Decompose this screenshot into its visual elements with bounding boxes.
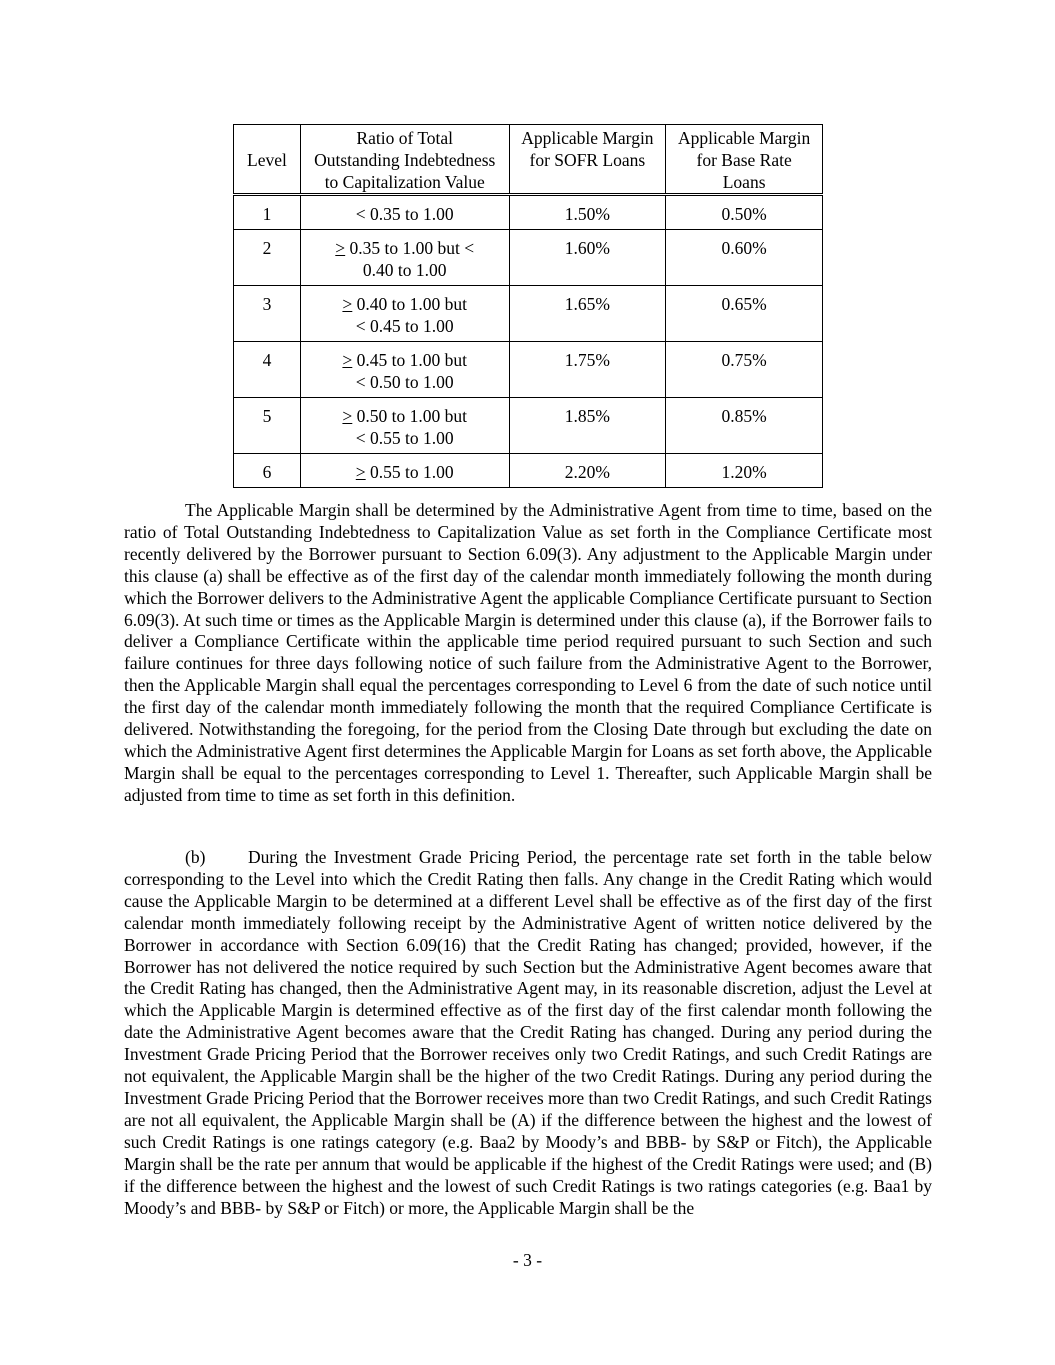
table-row	[234, 230, 823, 286]
cell-level: 5	[234, 398, 301, 454]
cell-base-margin: 0.60%	[666, 230, 823, 286]
header-ratio-line: Ratio of Total	[356, 128, 454, 148]
table-row	[234, 195, 823, 230]
ratio-symbol: >	[342, 406, 353, 426]
header-ratio	[300, 125, 509, 195]
header-base-rate-margin	[666, 125, 823, 195]
cell-base-margin: 0.65%	[666, 286, 823, 342]
cell-ratio	[300, 195, 509, 230]
applicable-margin-table	[233, 124, 823, 488]
ratio-text: < 0.55 to 1.00	[355, 428, 454, 448]
ratio-text: 0.50 to 1.00 but	[352, 406, 468, 426]
cell-ratio	[300, 286, 509, 342]
ratio-symbol: >	[355, 462, 366, 482]
cell-sofr-margin: 2.20%	[509, 454, 666, 488]
paragraph-a: The Applicable Margin shall be determined by the Administrative Agent from time to time, based on the ratio of Total Outstanding Indebtedness to Capitalization Value as set forth in the Compliance Certificate most recently delivered by the Borrower pursuant to Section 6.09(3). Any adjustment to the Applicable Margin under this clause (a) shall be effective as of the first day of the calendar month immediately following the month during which the Borrower delivers to the Administrative Agent the applicable Compliance Certificate pursuant to Section 6.09(3). At such time or times as the Applicable Margin is determined under this clause (a), if the Borrower fails to deliver a Compliance Certificate within the applicable time period required pursuant to such Section and such failure continues for three days following notice of such failure from the Administrative Agent to the Borrower, then the Applicable Margin shall equal the percentages corresponding to Level 6 from the date of such notice until the first day of the calendar month immediately following the month that the required Compliance Certificate is delivered. Notwithstanding the foregoing, for the period from the Closing Date through but excluding the date on which the Administrative Agent first determines the Applicable Margin for Loans as set forth above, the Applicable Margin shall be equal to the percentages corresponding to Level 1. Thereafter, such Applicable Margin shall be adjusted from time to time as set forth in this definition.	[124, 500, 932, 805]
cell-sofr-margin: 1.60%	[509, 230, 666, 286]
page-number: - 3 -	[512, 1250, 543, 1270]
cell-base-margin: 1.20%	[666, 454, 823, 488]
header-base-line: Applicable Margin	[677, 128, 811, 148]
table-row	[234, 286, 823, 342]
table-row	[234, 342, 823, 398]
header-sofr-margin	[509, 125, 666, 195]
cell-base-margin: 0.50%	[666, 195, 823, 230]
table-row	[234, 398, 823, 454]
cell-base-margin: 0.85%	[666, 398, 823, 454]
header-base-line: Loans	[722, 172, 766, 192]
ratio-text: < 0.45 to 1.00	[355, 316, 454, 336]
ratio-text: 0.40 to 1.00	[362, 260, 447, 280]
paragraph-b-label: (b)	[185, 847, 206, 867]
paragraph-b	[124, 847, 932, 1219]
cell-level: 1	[234, 195, 301, 230]
ratio-symbol: >	[342, 350, 353, 370]
cell-sofr-margin: 1.65%	[509, 286, 666, 342]
header-ratio-line: Outstanding Indebtedness	[314, 150, 496, 170]
cell-sofr-margin: 1.75%	[509, 342, 666, 398]
cell-base-margin: 0.75%	[666, 342, 823, 398]
cell-level: 3	[234, 286, 301, 342]
header-sofr-line: for SOFR Loans	[529, 150, 646, 170]
paragraph-b-text: During the Investment Grade Pricing Period, the percentage rate set forth in the table below corresponding to the Level into which the Credit Rating then falls. Any change in the Credit Rating which would cause the Applicable Margin to be determined at a different Level shall be effective as of the first day of the first calendar month immediately following receipt by the Administrative Agent of written notice delivered by the Borrower in accordance with Section 6.09(16) that the Credit Rating has changed; provided, however, if the Borrower has not delivered the notice required by such Section but the Administrative Agent becomes aware that the Credit Rating has changed, then the Administrative Agent may, in its reasonable discretion, adjust the Level at which the Applicable Margin is determined effective as of the first day of the first calendar month following the date the Administrative Agent becomes aware that the Credit Rating has changed. During any period during the Investment Grade Pricing Period that the Borrower receives only two Credit Ratings, and such Credit Ratings are not equivalent, the Applicable Margin shall be the higher of the two Credit Ratings. During any period during the Investment Grade Pricing Period that the Borrower receives more than two Credit Ratings, and such Credit Ratings are not all equivalent, the Applicable Margin shall be (A) if the difference between the highest and the lowest of such Credit Ratings is one ratings category (e.g. Baa2 by Moody’s and BBB- by S&P or Fitch), the Applicable Margin shall be the rate per annum that would be applicable if the highest of the Credit Ratings were used; and (B) if the difference between the highest and the lowest of such Credit Ratings is two ratings categories (e.g. Baa1 by Moody’s and BBB- by S&P or Fitch) or more, the Applicable Margin shall be the	[124, 847, 932, 1218]
cell-ratio	[300, 230, 509, 286]
header-sofr-line: Applicable Margin	[521, 128, 654, 148]
ratio-text: < 0.35 to 1.00	[355, 204, 454, 224]
cell-sofr-margin: 1.50%	[509, 195, 666, 230]
cell-level: 4	[234, 342, 301, 398]
ratio-text: 0.40 to 1.00 but	[352, 294, 468, 314]
cell-sofr-margin: 1.85%	[509, 398, 666, 454]
ratio-text: 0.45 to 1.00 but	[352, 350, 468, 370]
cell-ratio	[300, 342, 509, 398]
ratio-text: 0.35 to 1.00 but <	[345, 238, 475, 258]
header-level	[234, 125, 301, 195]
header-level-text: Level	[247, 150, 287, 170]
header-base-line: for Base Rate	[696, 150, 792, 170]
cell-ratio	[300, 398, 509, 454]
cell-level: 6	[234, 454, 301, 488]
ratio-text: < 0.50 to 1.00	[355, 372, 454, 392]
ratio-text: 0.55 to 1.00	[365, 462, 454, 482]
table-row	[234, 454, 823, 488]
ratio-symbol: >	[342, 294, 353, 314]
cell-level: 2	[234, 230, 301, 286]
ratio-symbol: >	[335, 238, 346, 258]
cell-ratio	[300, 454, 509, 488]
header-ratio-line: to Capitalization Value	[324, 172, 485, 192]
table-header-row	[234, 125, 823, 195]
